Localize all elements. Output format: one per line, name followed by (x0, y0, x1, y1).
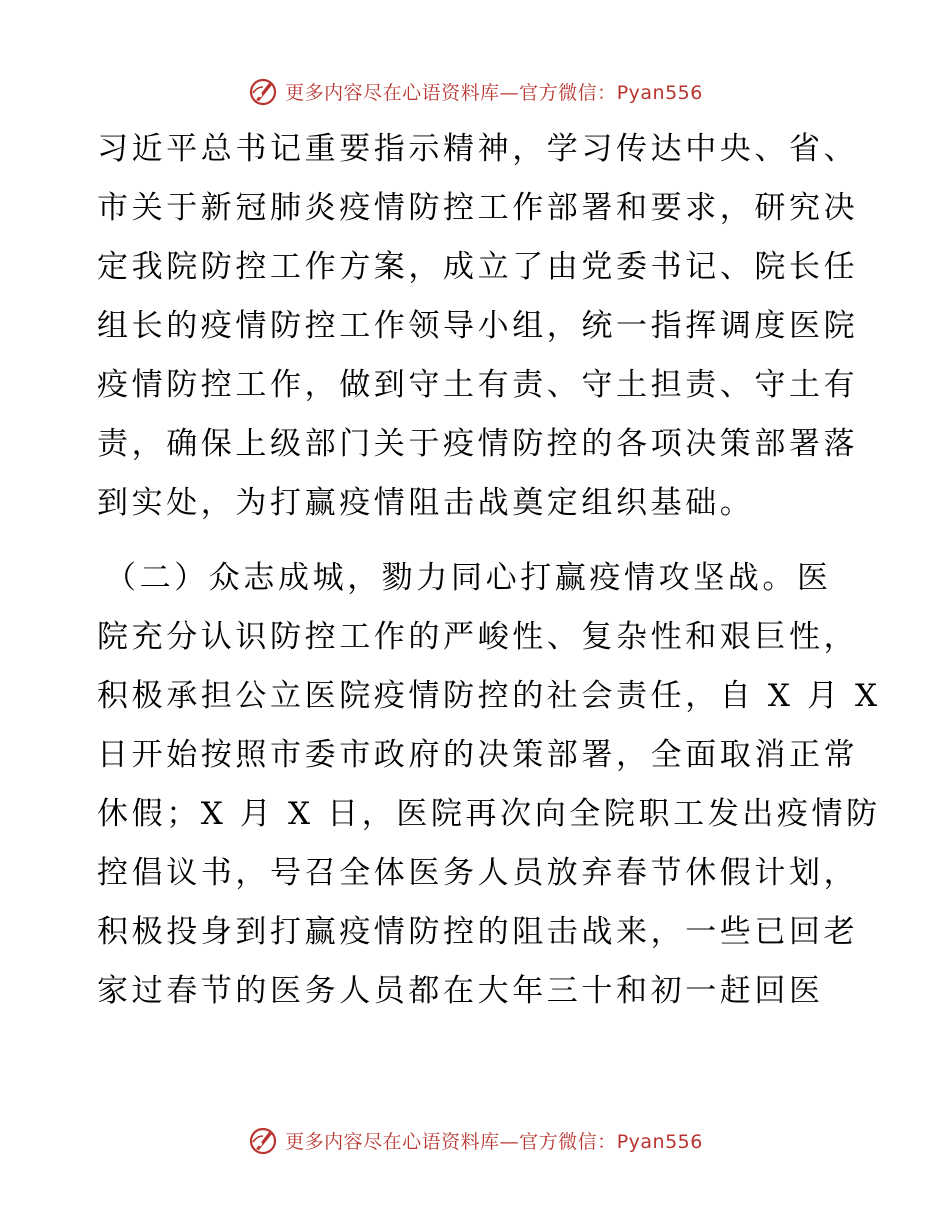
text-line: 休假；X 月 X 日，医院再次向全院职工发出疫情防 (97, 796, 881, 832)
text-line: 积极承担公立医院疫情防控的社会责任，自 X 月 X (97, 678, 881, 714)
text-line: 疫情防控工作，做到守土有责、守土担责、守土有 (97, 367, 859, 403)
header-watermark (0, 71, 950, 111)
section-heading-line: （二）众志成城，勠力同心打赢疫情攻坚战。医 (105, 560, 832, 596)
watermark-text: 更多内容尽在心语资料库—官方微信：Pyan556 (285, 1130, 703, 1153)
paragraph-2 (97, 549, 881, 1021)
quill-seal-icon (247, 75, 279, 107)
text-line: 习近平总书记重要指示精神，学习传达中央、省、 (97, 131, 859, 167)
footer-watermark (0, 1120, 950, 1160)
text-line: 积极投身到打赢疫情防控的阻击战来，一些已回老 (97, 914, 859, 950)
text-line: 市关于新冠肺炎疫情防控工作部署和要求，研究决 (97, 190, 859, 226)
text-line: 责，确保上级部门关于疫情防控的各项决策部署落 (97, 426, 859, 462)
text-line: 定我院防控工作方案，成立了由党委书记、院长任 (97, 249, 859, 285)
quill-seal-icon (247, 1124, 279, 1156)
document-body (97, 120, 881, 1021)
text-line: 控倡议书，号召全体医务人员放弃春节休假计划， (97, 855, 859, 891)
paragraph-1 (97, 120, 867, 533)
text-line: 到实处，为打赢疫情阻击战奠定组织基础。 (97, 485, 755, 521)
text-line: 日开始按照市委市政府的决策部署，全面取消正常 (97, 737, 859, 773)
watermark-text: 更多内容尽在心语资料库—官方微信：Pyan556 (285, 81, 703, 104)
text-line: 院充分认识防控工作的严峻性、复杂性和艰巨性， (97, 619, 859, 655)
text-line: 组长的疫情防控工作领导小组，统一指挥调度医院 (97, 308, 859, 344)
text-line: 家过春节的医务人员都在大年三十和初一赶回医 (97, 973, 824, 1009)
